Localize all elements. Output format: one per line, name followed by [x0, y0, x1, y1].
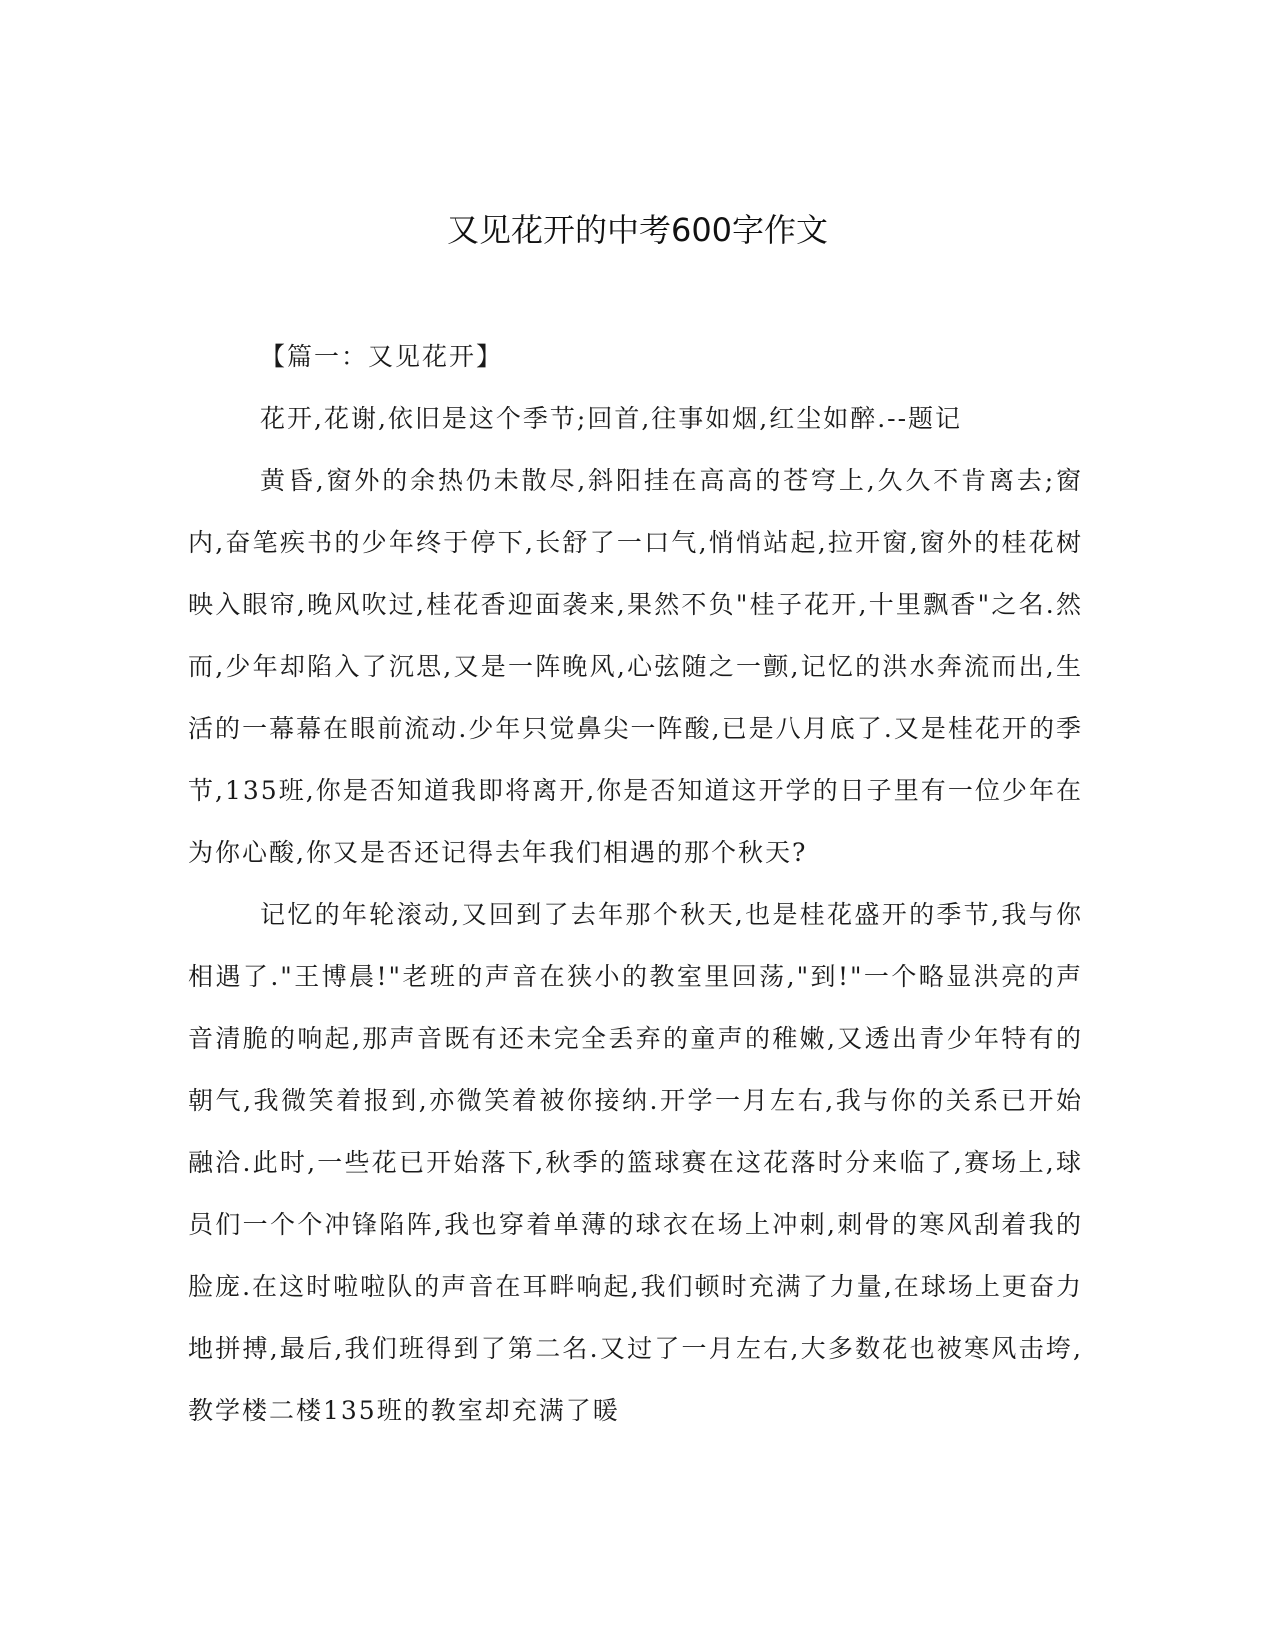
paragraph-dusk: 黄昏,窗外的余热仍未散尽,斜阳挂在高高的苍穹上,久久不肯离去;窗内,奋笔疾书的少年终于停下,长舒了一口气,悄悄站起,拉开窗,窗外的桂花树映入眼帘,晚风吹过,桂花香迎面袭来,果然不负"桂子花开,十里飘香"之名.然而,少年却陷入了沉思,又是一阵晚风,心弦随之一颤,记忆的洪水奔流而出,生活的一幕幕在眼前流动.少年只觉鼻尖一阵酸,已是八月底了.又是桂花开的季节,135班,你是否知道我即将离开,你是否知道这开学的日子里有一位少年在为你心酸,你又是否还记得去年我们相遇的那个秋天? — [188, 466, 1083, 867]
page-title: 又见花开的中考600字作文 — [446, 211, 829, 249]
document-body — [188, 326, 1083, 1442]
section-heading: 【篇一：又见花开】 — [260, 342, 504, 371]
paragraph-epigraph: 花开,花谢,依旧是这个季节;回首,往事如烟,红尘如醉.--题记 — [260, 404, 963, 433]
paragraph-memory: 记忆的年轮滚动,又回到了去年那个秋天,也是桂花盛开的季节,我与你相遇了."王博晨!"老班的声音在狭小的教室里回荡,"到!"一个略显洪亮的声音清脆的响起,那声音既有还未完全丢弃的童声的稚嫩,又透出青少年特有的朝气,我微笑着报到,亦微笑着被你接纳.开学一月左右,我与你的关系已开始融洽.此时,一些花已开始落下,秋季的篮球赛在这花落时分来临了,赛场上,球员们一个个冲锋陷阵,我也穿着单薄的球衣在场上冲刺,刺骨的寒风刮着我的脸庞.在这时啦啦队的声音在耳畔响起,我们顿时充满了力量,在球场上更奋力地拼搏,最后,我们班得到了第二名.又过了一月左右,大多数花也被寒风击垮,教学楼二楼135班的教室却充满了暖 — [188, 900, 1083, 1425]
